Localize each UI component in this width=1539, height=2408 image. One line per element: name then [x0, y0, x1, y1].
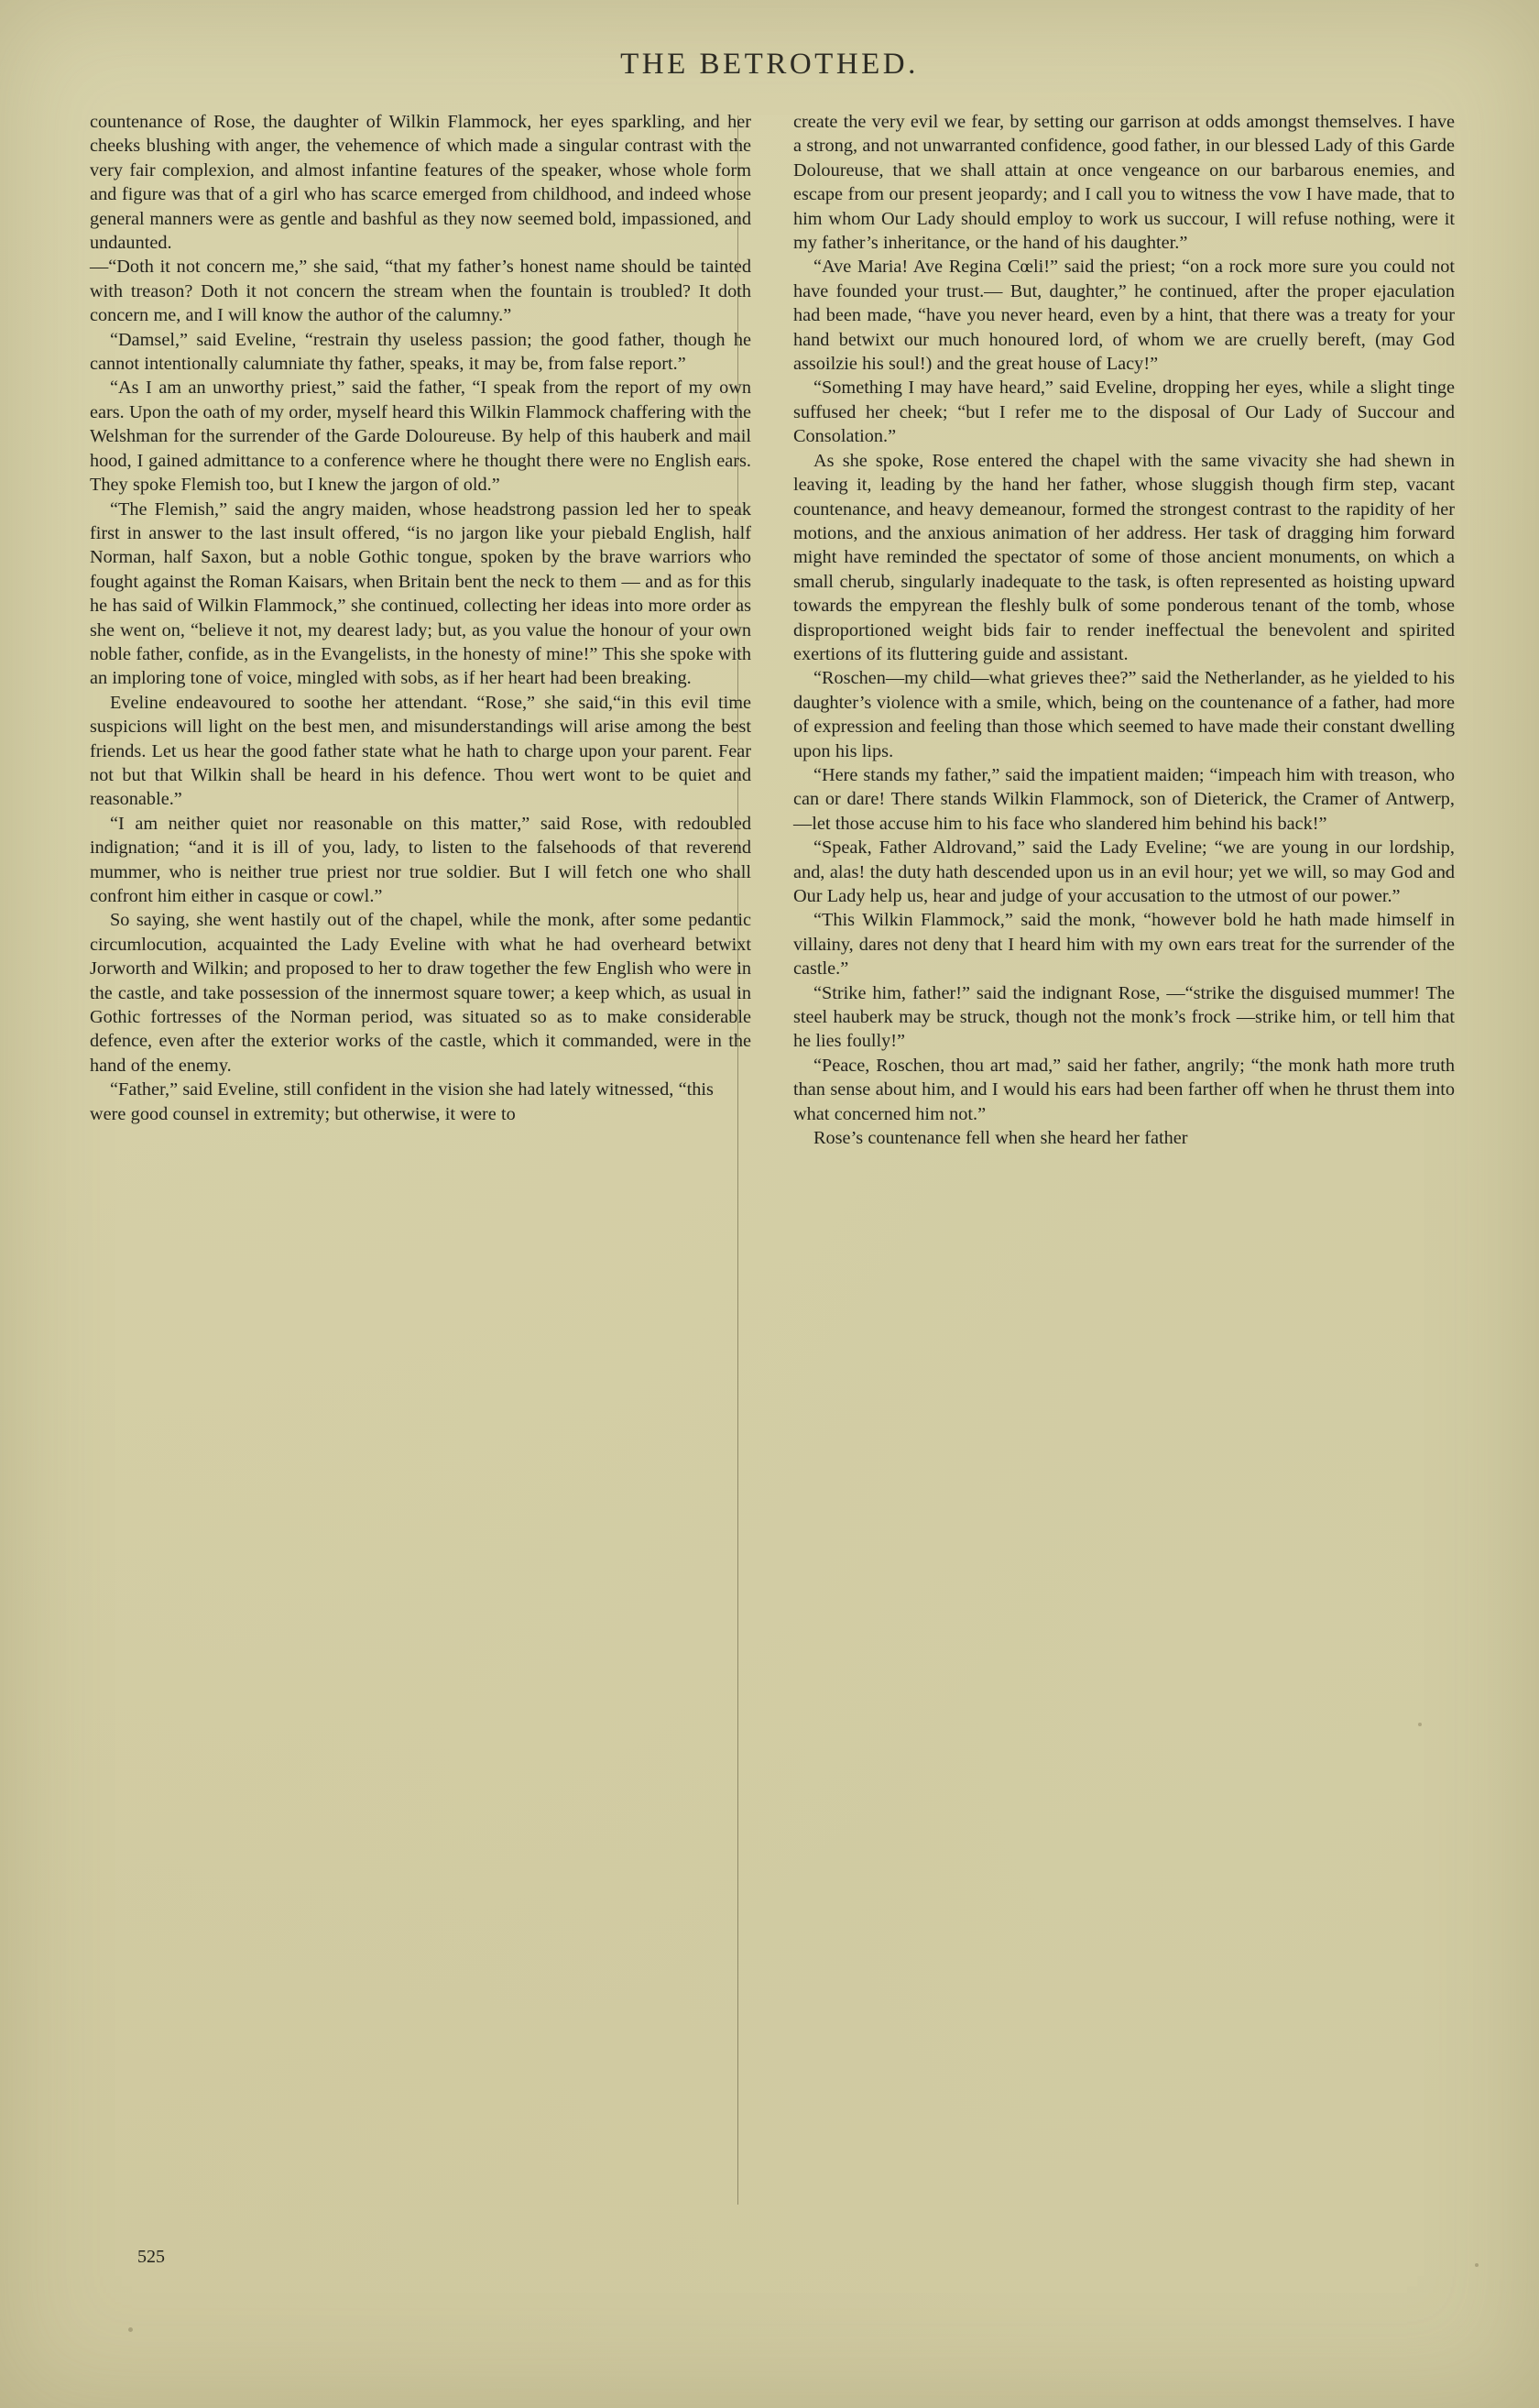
paper-speck: [128, 2327, 133, 2332]
paragraph: So saying, she went hastily out of the chapel, while the monk, after some pedantic circumlocution, acquainted the Lady Eveline with what he had overheard betwixt Jorworth and Wilkin; and proposed to her to draw together the few English who were in the castle, and take possession of the innermost square tower; a keep which, as usual in Gothic fortresses of the Norman period, was situated so as to make considerable defence, even after the exterior works of the castle, which it commanded, were in the hand of the enemy.: [90, 910, 751, 1076]
paragraph: “I am neither quiet nor reasonable on this matter,” said Rose, with redoubled indignation; “and it is ill of you, lady, to listen to the falsehoods of that reverend mummer, who is neither true priest nor true soldier. But I will fetch one who shall confront him either in casque or cowl.”: [90, 813, 751, 906]
paragraph: As she spoke, Rose entered the chapel with the same vivacity she had shewn in leaving it, leading by the hand her father, whose sluggish though firm step, vacant countenance, and heavy demeanour, formed the strongest contrast to the rapidity of her motions, and the anxious animation of her address. Her task of dragging him forward might have reminded the spectator of some of those ancient monuments, on which a small cherub, singularly inadequate to the task, is often represented as hoisting upward towards the empyrean the fleshly bulk of some ponderous tenant of the tomb, whose disproportioned weight bids fair to render ineffectual the benevolent and spirited exertions of its fluttering guide and assistant.: [793, 450, 1455, 664]
paragraph: “Here stands my father,” said the impatient maiden; “impeach him with treason, who can or dare! There stands Wilkin Flammock, son of Dieterick, the Cramer of Antwerp,—let those accuse him to his face who slandered him behind his back!”: [793, 764, 1455, 834]
paragraph: “As I am an unworthy priest,” said the father, “I speak from the report of my own ears. Upon the oath of my order, myself heard this Wilkin Flammock chaffering with the Welshman for the surrender of the Garde Doloureuse. By help of this hauberk and mail hood, I gained admittance to a conference where he thought there were no English ears. They spoke Flemish too, but I knew the jargon of old.”: [90, 378, 751, 496]
right-column: [793, 110, 1455, 2245]
paragraph: “This Wilkin Flammock,” said the monk, “however bold he hath made himself in villainy, dares not deny that I heard him with my own ears treat for the surrender of the castle.”: [793, 910, 1455, 980]
text-columns: [90, 110, 1455, 2245]
paragraph: “The Flemish,” said the angry maiden, whose headstrong passion led her to speak first in answer to the last insult offered, “is no jargon like your piebald English, half Norman, half Saxon, but a noble Gothic tongue, spoken by the brave warriors who fought against the Roman Kaisars, when Britain bent the neck to them — and as for this he has said of Wilkin Flammock,” she continued, collecting her ideas into more order as she went on, “believe it not, my dearest lady; but, as you value the honour of your own noble father, confide, as in the Evangelists, in the honesty of mine!” This she spoke with an imploring tone of voice, mingled with sobs, as if her heart had been breaking.: [90, 498, 751, 689]
paragraph: Rose’s countenance fell when she heard her father: [813, 1128, 1188, 1149]
page-number: 525: [137, 2247, 165, 2267]
paragraph: “Ave Maria! Ave Regina Cœli!” said the priest; “on a rock more sure you could not have founded your trust.— But, daughter,” he continued, after the proper ejaculation had been made, “have you never heard, even by a hint, that there was a treaty for your hand betwixt our much honoured lord, of whom we are cruelly bereft, (may God assoilzie his soul!) and the great house of Lacy!”: [793, 257, 1455, 375]
paragraph: “Something I may have heard,” said Eveline, dropping her eyes, while a slight tinge suffused her cheek; “but I refer me to the disposal of Our Lady of Succour and Consolation.”: [793, 378, 1455, 447]
paragraph: “Roschen—my child—what grieves thee?” said the Netherlander, as he yielded to his daughter’s violence with a smile, which, being on the countenance of a father, had more of expression and feeling than those which seemed to have made their constant dwelling upon his lips.: [793, 668, 1455, 761]
paragraph: —“Doth it not concern me,” she said, “that my father’s honest name should be tainted with treason? Doth it not concern the stream when the fountain is troubled? It doth concern me, and I will know the author of the calumny.”: [90, 257, 751, 326]
paragraph: countenance of Rose, the daughter of Wilkin Flammock, her eyes sparkling, and her cheeks blushing with anger, the vehemence of which made a singular contrast with the very fair complexion, and almost infantine features of the speaker, whose whole form and figure was that of a girl who has scarce emerged from childhood, and indeed whose general manners were as gentle and bashful as they now seemed bold, impassioned, and undaunted.: [90, 112, 751, 254]
paragraph: Eveline endeavoured to soothe her attendant. “Rose,” she said,“in this evil time suspicions will light on the best men, and misunderstandings will arise among the best friends. Let us hear the good father state what he hath to charge upon your parent. Fear not but that Wilkin shall be heard in his defence. Thou wert wont to be quiet and reasonable.”: [90, 692, 751, 810]
paragraph: create the very evil we fear, by setting our garrison at odds amongst themselves. I have a strong, and not unwarranted confidence, good father, in our blessed Lady of this Garde Doloureuse, that we shall attain at once vengeance on our barbarous enemies, and escape from our present jeopardy; and I call you to witness the vow I have made, that to him whom Our Lady should employ to work us succour, I will refuse nothing, were it my father’s inheritance, or the hand of his daughter.”: [793, 112, 1455, 254]
paragraph: “Strike him, father!” said the indignant Rose, —“strike the disguised mummer! The steel hauberk may be struck, though not the monk’s frock —strike him, or tell him that he lies foully!”: [793, 982, 1455, 1052]
paragraph: “Father,” said Eveline, still confident in the vision she had lately witnessed, “this were good counsel in extremity; but otherwise, it were to: [90, 1079, 714, 1124]
paper-speck: [1475, 2263, 1479, 2267]
paragraph: “Speak, Father Aldrovand,” said the Lady Eveline; “we are young in our lordship, and, alas! the duty hath descended upon us in an evil hour; yet we will, so may God and Our Lady help us, hear and judge of your accusation to the utmost of our power.”: [793, 837, 1455, 906]
paragraph: “Damsel,” said Eveline, “restrain thy useless passion; the good father, though he cannot intentionally calumniate thy father, speaks, it may be, from false report.”: [90, 329, 751, 375]
paragraph: “Peace, Roschen, thou art mad,” said her father, angrily; “the monk hath more truth than sense about him, and I would his ears had been farther off when he thrust them into what concerned him not.”: [793, 1055, 1455, 1124]
left-column: [90, 110, 751, 2245]
page-header-title: THE BETROTHED.: [620, 48, 919, 81]
